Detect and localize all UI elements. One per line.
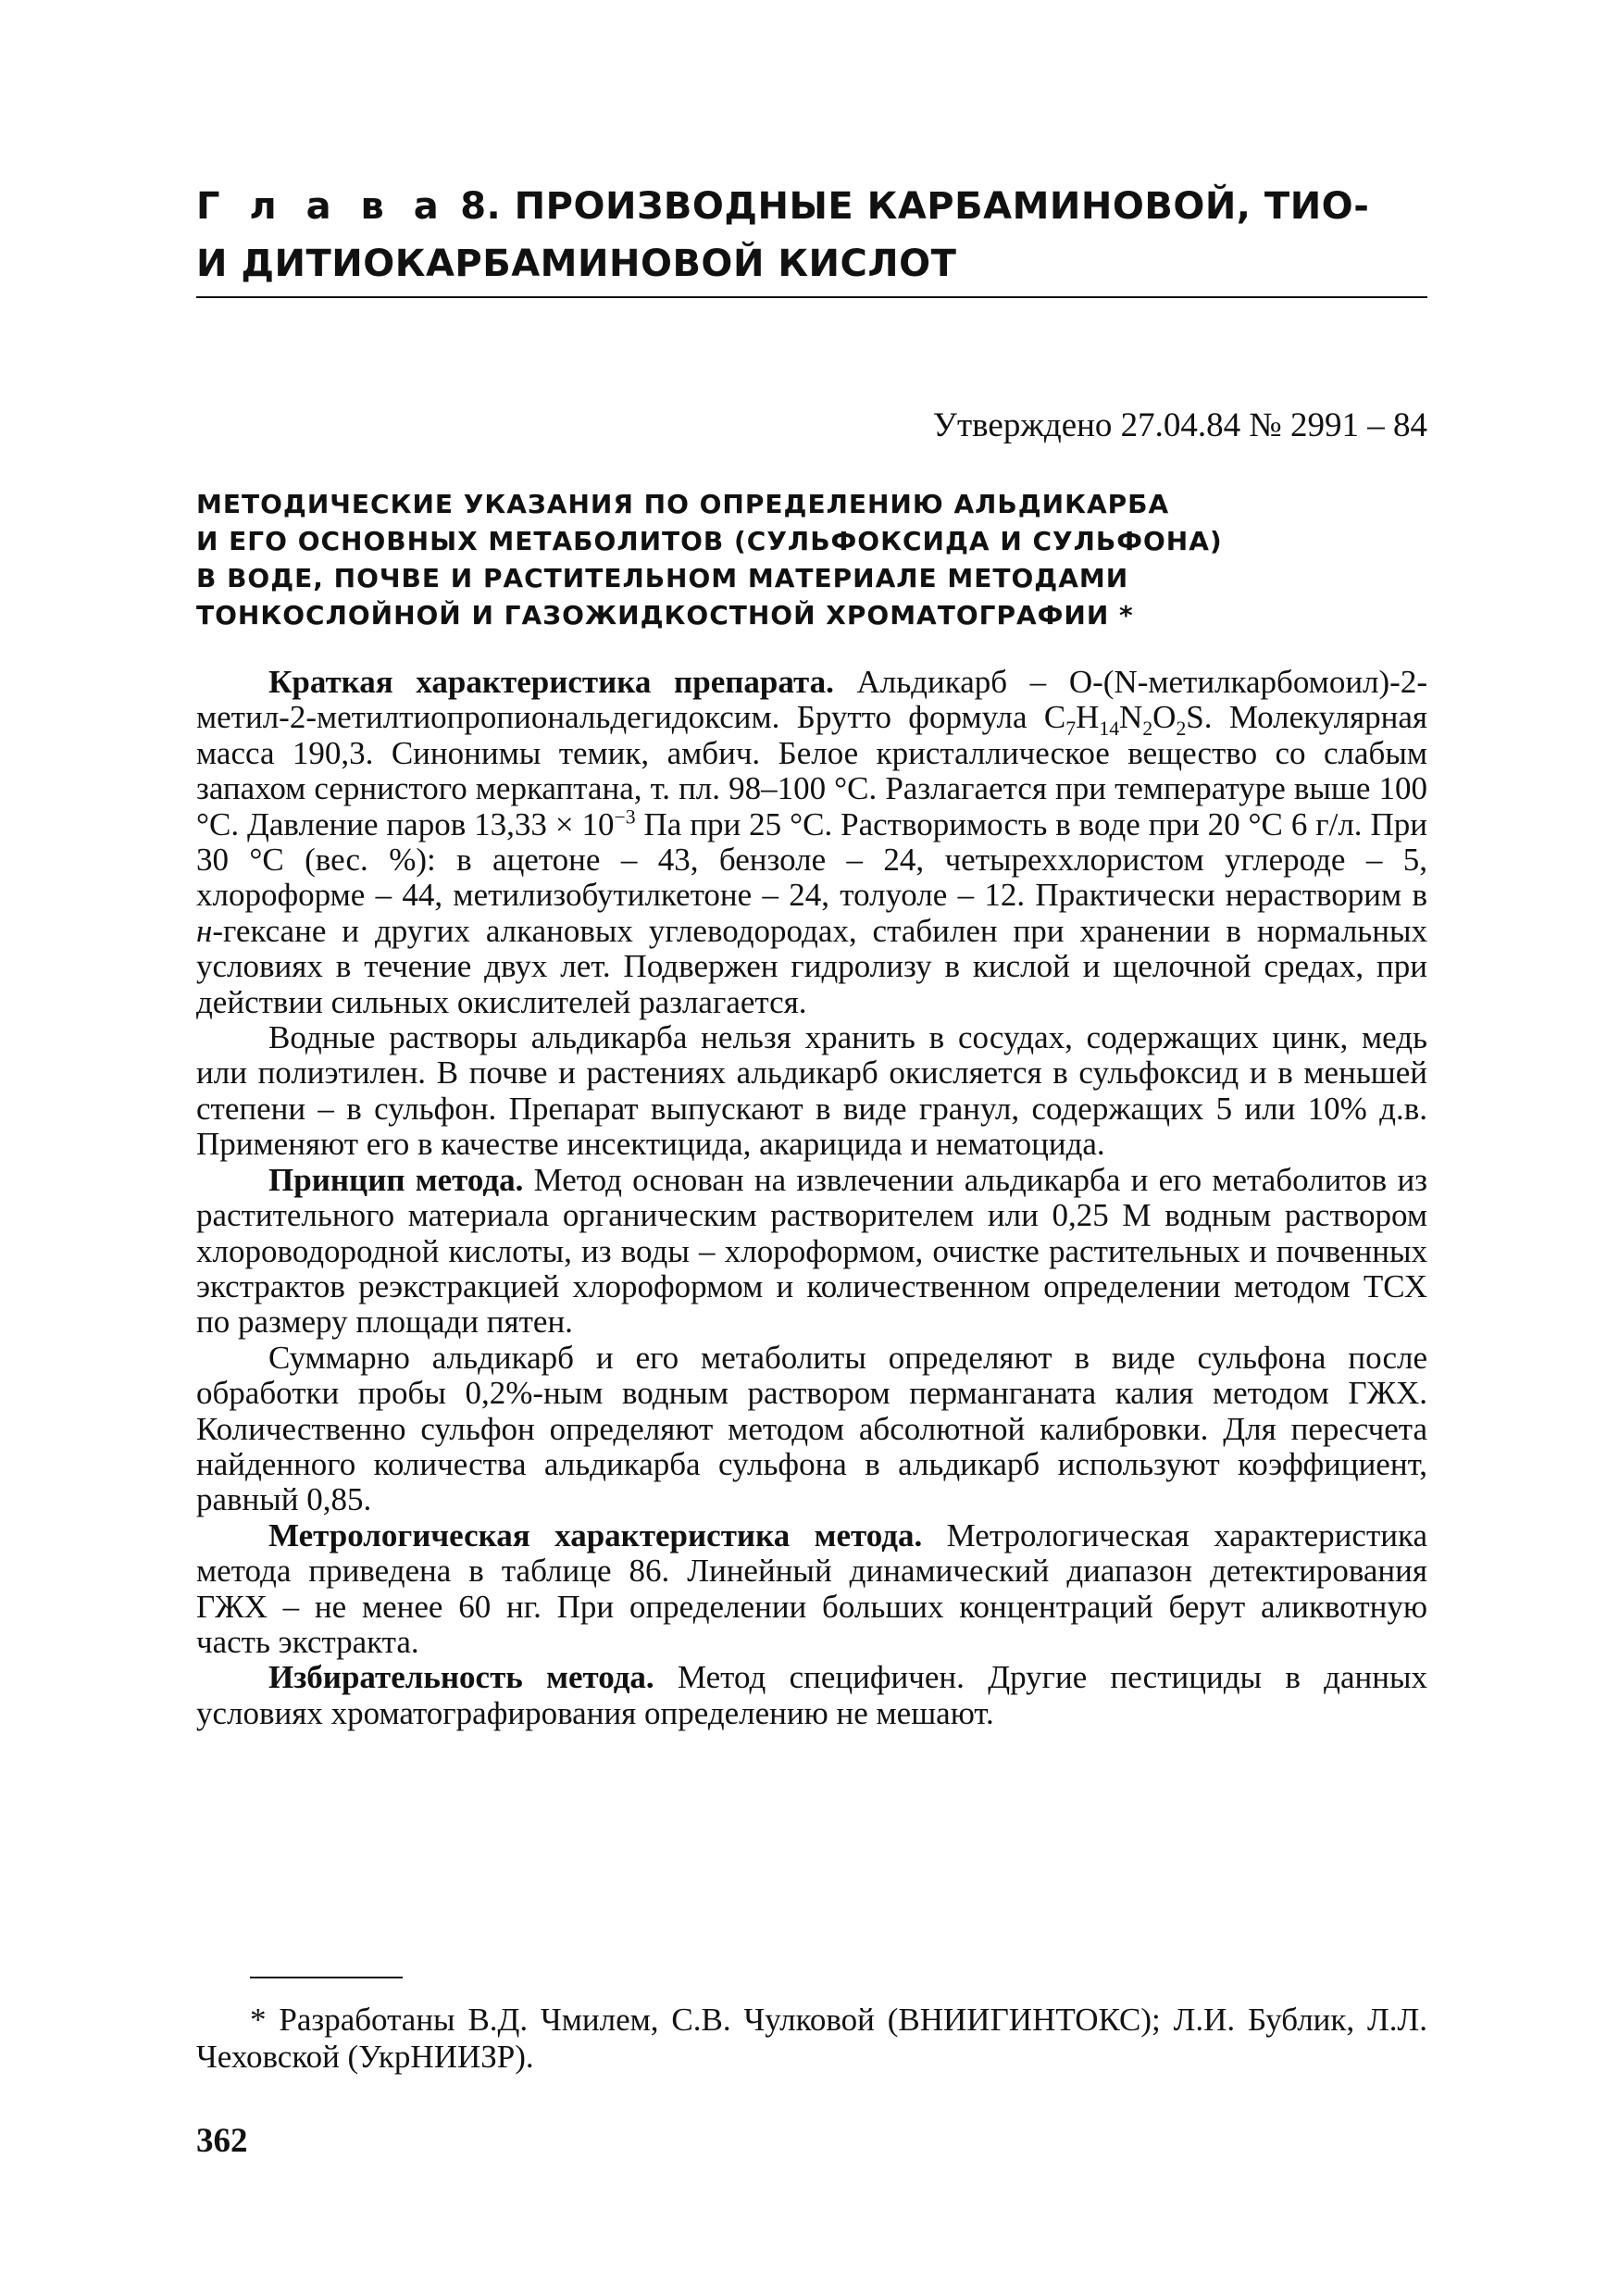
paragraph-selectivity: [196, 1660, 1427, 1731]
chapter-divider: [196, 296, 1427, 298]
paragraph-storage: Водные растворы альдикарба нельзя хранить в сосудах, содержащих цинк, медь или полиэтилен. В почве и растениях альдикарб окисляется в сульфоксид и в меньшей степени – в сульфон. Препарат выпускают в виде гранул, содержащих 5 или 10% д.в. Применяют его в качестве инсектицида, акарицида и нематоцида.: [196, 1019, 1427, 1163]
paragraph-sulfone-determination: Суммарно альдикарб и его метаболиты определяют в виде сульфона после обработки пробы 0,2%-ным водным раствором перманганата калия методом ГЖХ. Количественно сульфон определяют методом абсолютной калибровки. Для пересчета найденного количества альдикарба сульфона в альдикарб используют коэффициент, равный 0,85.: [196, 1339, 1427, 1518]
exponent: −3: [614, 805, 636, 828]
paragraph-heading: Избирательность метода.: [268, 1659, 654, 1696]
paragraph-text: Метод основан на извлечении альдикарба и его метаболитов из растительного материала органическим растворителем или 0,25 М водным раствором хлороводородной кислоты, из воды – хлороформом, очистке растительных и почвенных экстрактов реэкстракцией хлороформом и количественном определении методом ТСХ по размеру площади пятен.: [196, 1161, 1427, 1341]
paragraph-text: Метод специфичен. Другие пестициды в данных условиях хроматографирования определению не мешают.: [196, 1659, 1427, 1731]
chapter-title-line1: 8. ПРОИЗВОДНЫЕ КАРБАМИНОВОЙ, ТИО-: [446, 185, 1370, 228]
paragraph-text: Па при 25 °С. Растворимость в воде при 20 °С 6 г/л. При 30 °С (вес. %): в ацетоне – 43, бензоле – 24, четыреххлористом углероде – 5, хлороформе – 44, метилизобутилкетоне – 24, толуоле – 12. Практически нерастворим в: [196, 805, 1427, 914]
document-title: [196, 486, 1427, 634]
document-title-line2: И ЕГО ОСНОВНЫХ МЕТАБОЛИТОВ (СУЛЬФОКСИДА И СУЛЬФОНА): [196, 526, 1223, 556]
paragraph-heading: Метрологическая характеристика метода.: [268, 1516, 923, 1554]
body-text: [196, 665, 1427, 1731]
document-title-line1: МЕТОДИЧЕСКИЕ УКАЗАНИЯ ПО ОПРЕДЕЛЕНИЮ АЛЬДИКАРБА: [196, 489, 1170, 519]
paragraph-text: -гексане и других алкановых углеводородах, стабилен при хранении в нормальных условиях в течение двух лет. Подвержен гидролизу в кислой и щелочной средах, при действии сильных окислителей разлагается.: [196, 912, 1427, 1020]
paragraph-metrology: [196, 1518, 1427, 1661]
document-title-line4: ТОНКОСЛОЙНОЙ И ГАЗОЖИДКОСТНОЙ ХРОМАТОГРАФИИ *: [196, 600, 1134, 630]
paragraph-text: Альдикарб – О-(N-метилкарбомоил)-2-метил-2-метилтиопропиональдегидоксим. Брутто формула: [196, 664, 1427, 736]
paragraph-brief-characteristics: [196, 665, 1427, 1020]
chapter-prefix: Г л а в а: [196, 185, 447, 228]
footnote-divider: [250, 1977, 403, 1978]
paragraph-heading: Принцип метода.: [268, 1161, 524, 1198]
paragraph-method-principle: [196, 1163, 1427, 1341]
chapter-title-line2: И ДИТИОКАРБАМИНОВОЙ КИСЛОТ: [196, 243, 957, 285]
approval-line: Утверждено 27.04.84 № 2991 – 84: [932, 406, 1427, 444]
document-title-line3: В ВОДЕ, ПОЧВЕ И РАСТИТЕЛЬНОМ МАТЕРИАЛЕ МЕТОДАМИ: [196, 563, 1129, 593]
footnote: * Разработаны В.Д. Чмилем, С.В. Чулковой (ВНИИГИНТОКС); Л.И. Бублик, Л.Л. Чеховской (УкрНИИЗР).: [196, 2002, 1427, 2075]
italic-prefix: н: [196, 912, 213, 949]
page-number: 362: [196, 2122, 248, 2160]
chemical-formula: $C_7H_{14}N_2O_2S$: [1043, 699, 1204, 741]
chapter-title: [196, 178, 1427, 293]
paragraph-text: . Молекулярная масса 190,3. Синонимы темик, амбич. Белое кристаллическое вещество со слабым запахом сернистого меркаптана, т. пл. 98–100 °С. Разлагается при температуре выше 100 °С. Давление паров 13,33 × 10: [196, 699, 1428, 842]
paragraph-text: Метрологическая характеристика метода приведена в таблице 86. Линейный динамический диапазон детектирования ГЖХ – не менее 60 нг. При определении больших концентраций берут аликвотную часть экстракта.: [196, 1516, 1427, 1660]
paragraph-heading: Краткая характеристика препарата.: [268, 664, 834, 700]
